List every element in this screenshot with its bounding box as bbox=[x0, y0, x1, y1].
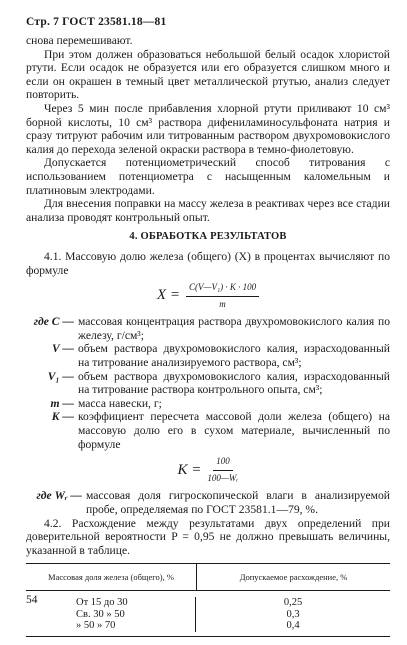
column-header: Допускаемое расхождение, % bbox=[239, 571, 348, 582]
formula-lhs: X = bbox=[156, 287, 180, 304]
paragraph: 4.2. Расхождение между результатами двух определений при доверительной вероятности P = 0,95 не должно превышать величины, указанной в таблице. bbox=[26, 516, 390, 557]
paragraph: 4.1. Массовую долю железа (общего) (X) в процентах вычисляют по формуле bbox=[26, 249, 390, 277]
definition-text: объем раствора двухромовокислого калия, израсходованный на титрование анализируемого раствора, см³; bbox=[78, 342, 390, 370]
table-column bbox=[196, 597, 390, 632]
table-body bbox=[26, 591, 390, 636]
table-cell: 0,3 bbox=[286, 608, 300, 620]
definition-symbol: m — bbox=[50, 396, 74, 410]
formula-lhs: K = bbox=[177, 461, 202, 478]
definition-text: масса навески, г; bbox=[78, 396, 162, 410]
paragraph: Для внесения поправки на массу железа в реактивах через все стадии анализа проводят контрольный опыт. bbox=[26, 197, 390, 224]
table-header bbox=[26, 564, 390, 591]
definition-symbol: V — bbox=[51, 342, 74, 356]
fraction-denominator: 100—Wᵣ bbox=[207, 472, 239, 483]
definition-text: коэффициент пересчета массовой доли железа (общего) на массовую долю его в сухом материале, вычисленный по формуле bbox=[78, 410, 390, 451]
definition-symbol: где C — bbox=[33, 315, 74, 329]
definition-symbol: где Wᵣ — bbox=[36, 489, 82, 503]
paragraph: Допускается потенциометрический способ титрования с использованием потенциометра с насыщенным каломельным и платиновым электродами. bbox=[26, 156, 390, 197]
table-cell: 0,4 bbox=[286, 620, 300, 632]
document-body bbox=[26, 34, 390, 637]
definitions-list bbox=[26, 315, 390, 451]
definition-row bbox=[26, 489, 390, 516]
table-column bbox=[26, 597, 196, 632]
table-cell: » 50 » 70 bbox=[76, 620, 116, 632]
fraction bbox=[207, 455, 238, 485]
paragraph: Через 5 мин после прибавления хлорной ртути приливают 10 см³ борной кислоты, 10 см³ раствора дифениламиносульфоната натрия и сразу титруют рабочим или титрованным раствором двухромовокислого калия до перехода зеленой окраски раствора в темно-фиолетовую. bbox=[26, 101, 390, 156]
definition-row bbox=[26, 397, 390, 411]
definition-row bbox=[26, 370, 390, 397]
formula-x bbox=[26, 281, 390, 311]
definition-row bbox=[26, 410, 390, 451]
definition-row bbox=[26, 315, 390, 342]
definition-text: объем раствора двухромовокислого калия, израсходованный на титрование раствора контрольного опыта, см³; bbox=[78, 369, 390, 397]
formula-k bbox=[26, 455, 390, 485]
fraction-numerator: C(V—V₁) · K · 100 bbox=[186, 281, 259, 297]
definition-text: массовая концентрация раствора двухромовокислого калия по железу, г/см³; bbox=[78, 315, 390, 342]
paragraph: снова перемешивают. bbox=[26, 34, 133, 47]
paragraph: При этом должен образоваться небольшой белый осадок хлористой ртути. Если осадок не образуется или его образуется слишком много и если он окрашен в темный цвет металлической ртутью, анализ следует повторить. bbox=[26, 47, 390, 102]
page-number: 54 bbox=[26, 594, 38, 606]
definition-row bbox=[26, 342, 390, 369]
fraction-numerator: 100 bbox=[213, 455, 233, 471]
fraction bbox=[186, 281, 259, 311]
fraction-denominator: m bbox=[219, 298, 226, 309]
definition-text: массовая доля гигроскопической влаги в анализируемой пробе, определяемая по ГОСТ 23581.1—79, %. bbox=[86, 489, 390, 516]
page-header: Стр. 7 ГОСТ 23581.18—81 bbox=[26, 16, 167, 28]
table-cell: От 15 до 30 bbox=[76, 597, 128, 609]
definition-symbol: V₁ — bbox=[47, 369, 74, 383]
tolerance-table bbox=[26, 563, 390, 637]
column-header: Массовая доля железа (общего), % bbox=[26, 564, 197, 590]
definition-symbol: K — bbox=[51, 410, 74, 424]
section-title: 4. ОБРАБОТКА РЕЗУЛЬТАТОВ bbox=[129, 231, 287, 243]
table-cell: 0,25 bbox=[283, 597, 303, 609]
table-cell: Св. 30 » 50 bbox=[76, 608, 125, 620]
